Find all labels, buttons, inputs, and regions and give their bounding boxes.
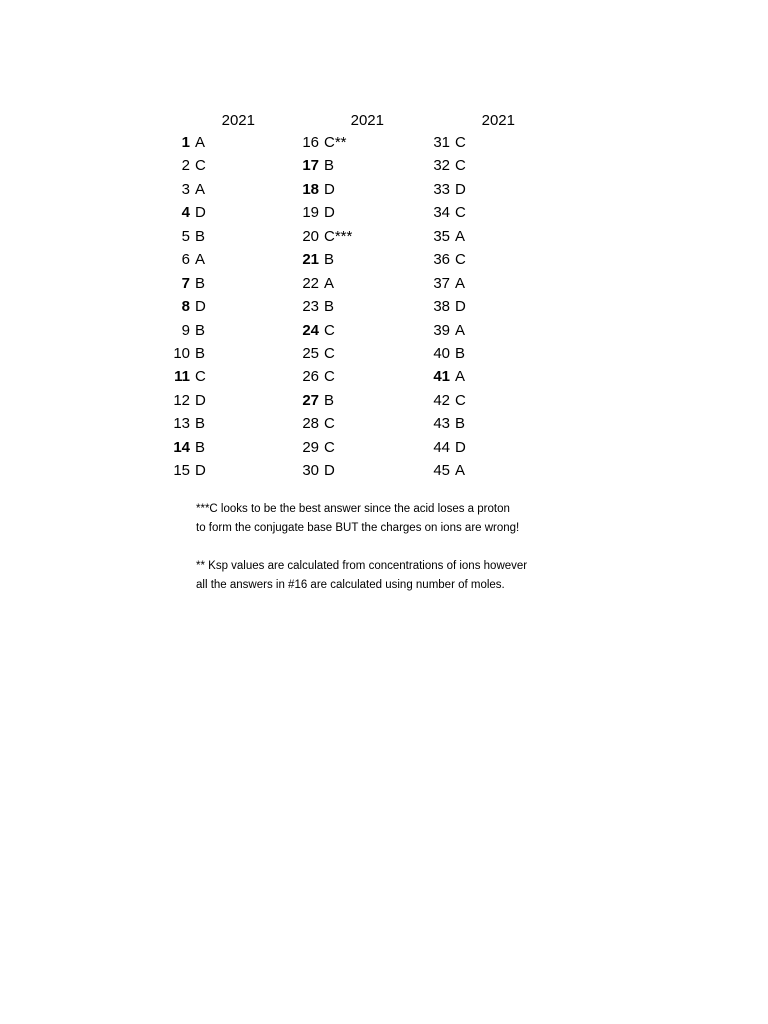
answer-row [160,436,255,459]
answer-letter: D [324,204,335,222]
footnote-triple-star [196,500,616,538]
answer-letter: D [324,462,335,480]
answer-letter: C [195,368,206,386]
answer-row [290,272,384,295]
answer-row [160,178,255,201]
answer-row [420,389,515,412]
answer-letter: B [195,274,206,292]
question-number: 41 [433,368,450,386]
answer-row [290,459,384,482]
question-number: 4 [181,204,190,222]
answer-row [160,201,255,224]
footnote-line: ***C looks to be the best answer since the acid loses a proton [196,503,510,515]
answer-row [420,225,515,248]
column-header: 2021 [221,112,255,129]
footnote-double-star [196,557,616,595]
question-number: 14 [173,438,190,456]
question-number: 16 [302,134,319,151]
answer-row [420,295,515,318]
answer-row [290,178,384,201]
answer-letter: D [195,391,206,409]
answer-row [290,436,384,459]
question-number: 17 [302,157,319,175]
answer-letter: C [324,344,335,362]
answer-letter: A [455,227,466,245]
question-number: 20 [302,227,319,245]
answer-row [420,154,515,177]
answer-letter: C*** [324,227,353,245]
question-number: 39 [433,321,450,339]
footnotes [196,500,616,614]
answer-letter: A [195,180,206,198]
answer-row [160,365,255,388]
question-number: 8 [181,298,190,316]
answer-row [290,248,384,271]
question-number: 19 [302,204,319,222]
answer-column-1 [160,110,255,483]
answer-letter: D [195,462,206,480]
answer-letter: A [455,274,466,292]
answer-row [290,319,384,342]
column-header: 2021 [481,112,515,129]
question-number: 45 [433,462,450,480]
answer-row [160,131,255,154]
answer-letter: B [324,391,335,409]
question-number: 1 [181,134,190,151]
question-number: 24 [302,321,319,339]
footnote-line: ** Ksp values are calculated from concentrations of ions however [196,560,528,572]
footnote-line: all the answers in #16 are calculated using number of moles. [196,579,505,591]
answer-letter: D [324,180,335,198]
question-number: 12 [173,391,190,409]
answer-letter: B [195,344,206,362]
answer-letter: C [195,157,206,175]
question-number: 23 [302,298,319,316]
answer-letter: C** [324,134,347,151]
answer-row [160,459,255,482]
question-number: 37 [433,274,450,292]
answer-row [290,295,384,318]
answer-row [290,412,384,435]
question-number: 33 [433,180,450,198]
answer-row [160,412,255,435]
question-number: 13 [173,415,190,433]
answer-letter: A [455,368,466,386]
answer-row [290,365,384,388]
answer-letter: A [455,321,466,339]
answer-row [160,154,255,177]
answer-letter: C [455,204,466,222]
answer-column-2 [290,110,384,483]
answer-letter: D [455,298,466,316]
question-number: 42 [433,391,450,409]
answer-row [420,201,515,224]
footnote-line: to form the conjugate base BUT the charges on ions are wrong! [196,522,520,534]
answer-letter: C [455,391,466,409]
answer-letter: D [195,298,206,316]
answer-row [290,154,384,177]
question-number: 22 [302,274,319,292]
question-number: 31 [433,134,450,151]
answer-letter: C [324,368,335,386]
answer-letter: B [195,227,206,245]
question-number: 27 [302,391,319,409]
question-number: 11 [174,368,190,386]
answer-letter: C [455,251,466,269]
answer-row [420,459,515,482]
question-number: 36 [433,251,450,269]
answer-letter: B [455,415,466,433]
answer-row [420,436,515,459]
answer-row [160,272,255,295]
answer-letter: C [324,321,335,339]
answer-letter: B [455,344,466,362]
answer-row [420,319,515,342]
question-number: 26 [302,368,319,386]
question-number: 44 [433,438,450,456]
answer-row [160,389,255,412]
answer-row [420,131,515,154]
answer-letter: A [195,134,206,151]
answer-row [420,178,515,201]
answer-row [160,248,255,271]
answer-row [420,272,515,295]
question-number: 32 [433,157,450,175]
answer-row [420,412,515,435]
answer-row [290,389,384,412]
question-number: 28 [302,415,319,433]
answer-letter: A [324,274,335,292]
question-number: 5 [181,227,190,245]
question-number: 7 [181,274,190,292]
question-number: 29 [302,438,319,456]
answer-letter: A [195,251,206,269]
answer-row [290,342,384,365]
answer-letter: D [195,204,206,222]
answer-letter: C [455,134,466,151]
answer-letter: B [195,415,206,433]
answer-row [290,131,384,154]
answer-letter: B [324,298,335,316]
answer-row [160,295,255,318]
question-number: 34 [433,204,450,222]
question-number: 35 [433,227,450,245]
answer-letter: C [455,157,466,175]
answer-row [290,201,384,224]
answer-row [420,365,515,388]
question-number: 25 [302,344,319,362]
question-number: 6 [181,251,190,269]
answer-letter: C [324,415,335,433]
column-header: 2021 [350,112,384,129]
question-number: 9 [181,321,190,339]
answer-letter: D [455,438,466,456]
answer-letter: C [324,438,335,456]
answer-letter: B [195,438,206,456]
question-number: 30 [302,462,319,480]
question-number: 18 [302,180,319,198]
answer-row [160,342,255,365]
question-number: 15 [173,462,190,480]
answer-letter: D [455,180,466,198]
question-number: 43 [433,415,450,433]
answer-letter: B [324,157,335,175]
question-number: 2 [181,157,190,175]
question-number: 10 [173,344,190,362]
question-number: 38 [433,298,450,316]
answer-letter: A [455,462,466,480]
question-number: 40 [433,344,450,362]
answer-row [160,225,255,248]
answer-letter: B [195,321,206,339]
answer-row [290,225,384,248]
question-number: 3 [181,180,190,198]
question-number: 21 [302,251,319,269]
answer-letter: B [324,251,335,269]
answer-row [160,319,255,342]
answer-row [420,248,515,271]
answer-row [420,342,515,365]
answer-column-3 [420,110,515,483]
